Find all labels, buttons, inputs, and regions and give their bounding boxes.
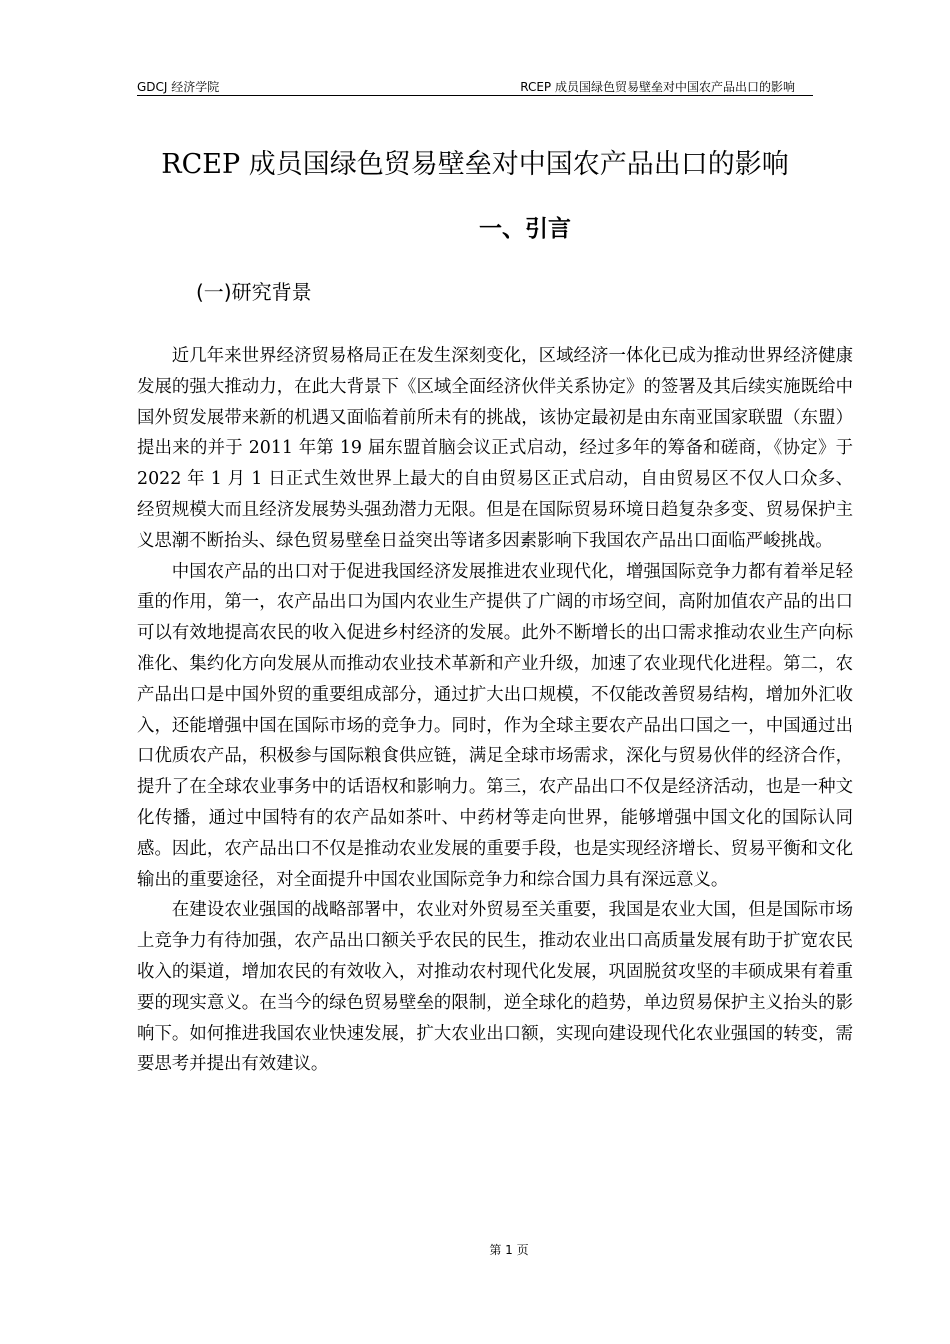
- paragraph: 在建设农业强国的战略部署中，农业对外贸易至关重要，我国是农业大国，但是国际市场上竞争力有待加强，农产品出口额关乎农民的民生，推动农业出口高质量发展有助于扩宽农民收入的渠道，增加农民的有效收入，对推动农村现代化发展，巩固脱贫攻坚的丰硕成果有着重要的现实意义。在当今的绿色贸易壁垒的限制，逆全球化的趋势，单边贸易保护主义抬头的影响下。如何推进我国农业快速发展，扩大农业出口额，实现向建设现代化农业强国的转变，需要思考并提出有效建议。: [137, 900, 853, 1075]
- header-right-text: RCEP 成员国绿色贸易壁垒对中国农产品出口的影响: [520, 80, 795, 94]
- document-title: RCEP 成员国绿色贸易壁垒对中国农产品出口的影响: [161, 149, 789, 180]
- paragraph: 近几年来世界经济贸易格局正在发生深刻变化，区域经济一体化已成为推动世界经济健康发展的强大推动力，在此大背景下《区域全面经济伙伴关系协定》的签署及其后续实施既给中国外贸发展带来新的机遇又面临着前所未有的挑战，该协定最初是由东南亚国家联盟（东盟）提出来的并于 2011 年第 19 届东盟首脑会议正式启动，经过多年的筹备和磋商，《协定》于 2022 年 1 月 1 日正式生效世界上最大的自由贸易区正式启动，自由贸易区不仅人口众多、经贸规模大而且经济发展势头强劲潜力无限。但是在国际贸易环境日趋复杂多变、贸易保护主义思潮不断抬头、绿色贸易壁垒日益突出等诸多因素影响下我国农产品出口面临严峻挑战。: [137, 346, 853, 551]
- page-header: [137, 79, 813, 96]
- page-number: 第 1 页: [489, 1243, 529, 1257]
- body-text: [137, 341, 853, 1080]
- header-left-text: GDCJ 经济学院: [137, 80, 220, 94]
- section-heading: 一、引言: [479, 216, 571, 242]
- paragraph: 中国农产品的出口对于促进我国经济发展推进农业现代化，增强国际竞争力都有着举足轻重的作用，第一，农产品出口为国内农业生产提供了广阔的市场空间，高附加值农产品的出口可以有效地提高农民的收入促进乡村经济的发展。此外不断增长的出口需求推动农业生产向标准化、集约化方向发展从而推动农业技术革新和产业升级，加速了农业现代化进程。第二，农产品出口是中国外贸的重要组成部分，通过扩大出口规模，不仅能改善贸易结构，增加外汇收入，还能增强中国在国际市场的竞争力。同时，作为全球主要农产品出口国之一，中国通过出口优质农产品，积极参与国际粮食供应链，满足全球市场需求，深化与贸易伙伴的经济合作，提升了在全球农业事务中的话语权和影响力。第三，农产品出口不仅是经济活动，也是一种文化传播，通过中国特有的农产品如茶叶、中药材等走向世界，能够增强中国文化的国际认同感。因此，农产品出口不仅是推动农业发展的重要手段，也是实现经济增长、贸易平衡和文化输出的重要途径，对全面提升中国农业国际竞争力和综合国力具有深远意义。: [137, 561, 853, 890]
- subsection-heading: (一)研究背景: [196, 280, 312, 304]
